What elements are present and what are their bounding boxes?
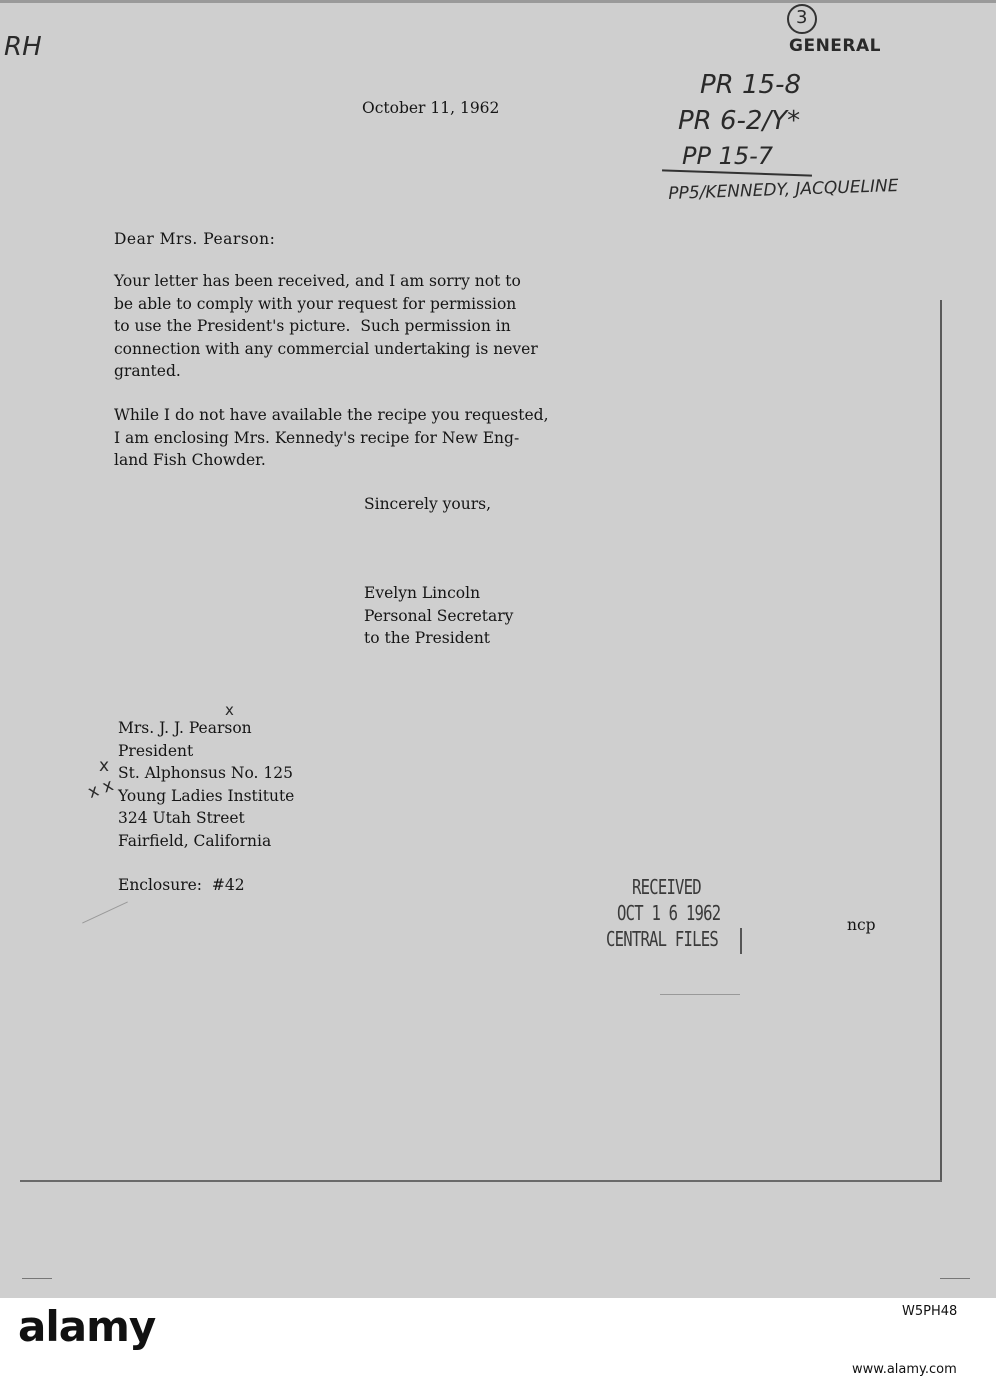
file-code-1: PR 15-8 (700, 70, 802, 100)
signature-line: to the President (364, 629, 491, 647)
faint-mark (660, 994, 740, 995)
signature-line: Personal Secretary (364, 606, 514, 625)
file-code-3: PP 15-7 (682, 142, 774, 170)
paragraph-1-line: to use the President's picture. Such permission in (114, 317, 511, 335)
typist-initials: ncp (847, 916, 876, 934)
footer-site: www.alamy.com (852, 1362, 957, 1377)
corner-initials: RH (4, 32, 42, 62)
recipient-line: Fairfield, California (118, 831, 272, 850)
recipient-line: St. Alphonsus No. 125 (118, 764, 293, 782)
recipient-line: Young Ladies Institute (118, 786, 295, 805)
salutation: Dear Mrs. Pearson: (114, 230, 276, 248)
signature-line: Evelyn Lincoln (364, 584, 481, 602)
tick-mark-line-4: x x (85, 775, 117, 803)
circled-number: 3 (796, 7, 808, 28)
paragraph-2-line: land Fish Chowder. (114, 451, 266, 469)
right-page-edge (940, 300, 942, 1180)
paragraph-2-line: I am enclosing Mrs. Kennedy's recipe for New Eng- (114, 428, 520, 447)
faint-mark (82, 901, 128, 923)
bottom-page-edge (20, 1180, 942, 1182)
paragraph-1-line: Your letter has been received, and I am sorry not to (114, 272, 521, 290)
stamp-border (740, 928, 742, 954)
footer-image-id: W5PH48 (902, 1304, 958, 1319)
recipient-line: President (118, 741, 194, 760)
file-code-2: PR 6-2/Y* (678, 106, 801, 136)
recipient-line: 324 Utah Street (118, 809, 245, 827)
paragraph-1-line: be able to comply with your request for permission (114, 294, 517, 313)
stamp-line: CENTRAL FILES (606, 927, 718, 951)
footer-logo: alamy (18, 1302, 156, 1351)
stamp-line: OCT 1 6 1962 (617, 901, 721, 925)
scan-mark-right (940, 1278, 970, 1279)
paragraph-1-line: granted. (114, 362, 181, 380)
top-edge (0, 0, 996, 3)
file-code-4: PP5/KENNEDY, JACQUELINE (668, 175, 899, 204)
file-code-3-underline (662, 169, 812, 176)
tick-mark-line-3: x (99, 756, 110, 776)
enclosure-line: Enclosure: #42 (118, 876, 245, 894)
circled-number-mark (787, 4, 817, 34)
footer-bar (0, 1298, 996, 1390)
letter-date: October 11, 1962 (362, 99, 500, 117)
scan-mark-left (22, 1278, 52, 1279)
closing: Sincerely yours, (364, 495, 491, 513)
tick-mark-name: x (225, 701, 234, 719)
paragraph-2-line: While I do not have available the recipe you requested, (114, 406, 549, 424)
recipient-line: Mrs. J. J. Pearson (118, 719, 252, 737)
category-stamp: GENERAL (789, 36, 881, 56)
paragraph-1-line: connection with any commercial undertaking is never (114, 339, 538, 358)
stamp-line: RECEIVED (632, 875, 701, 899)
